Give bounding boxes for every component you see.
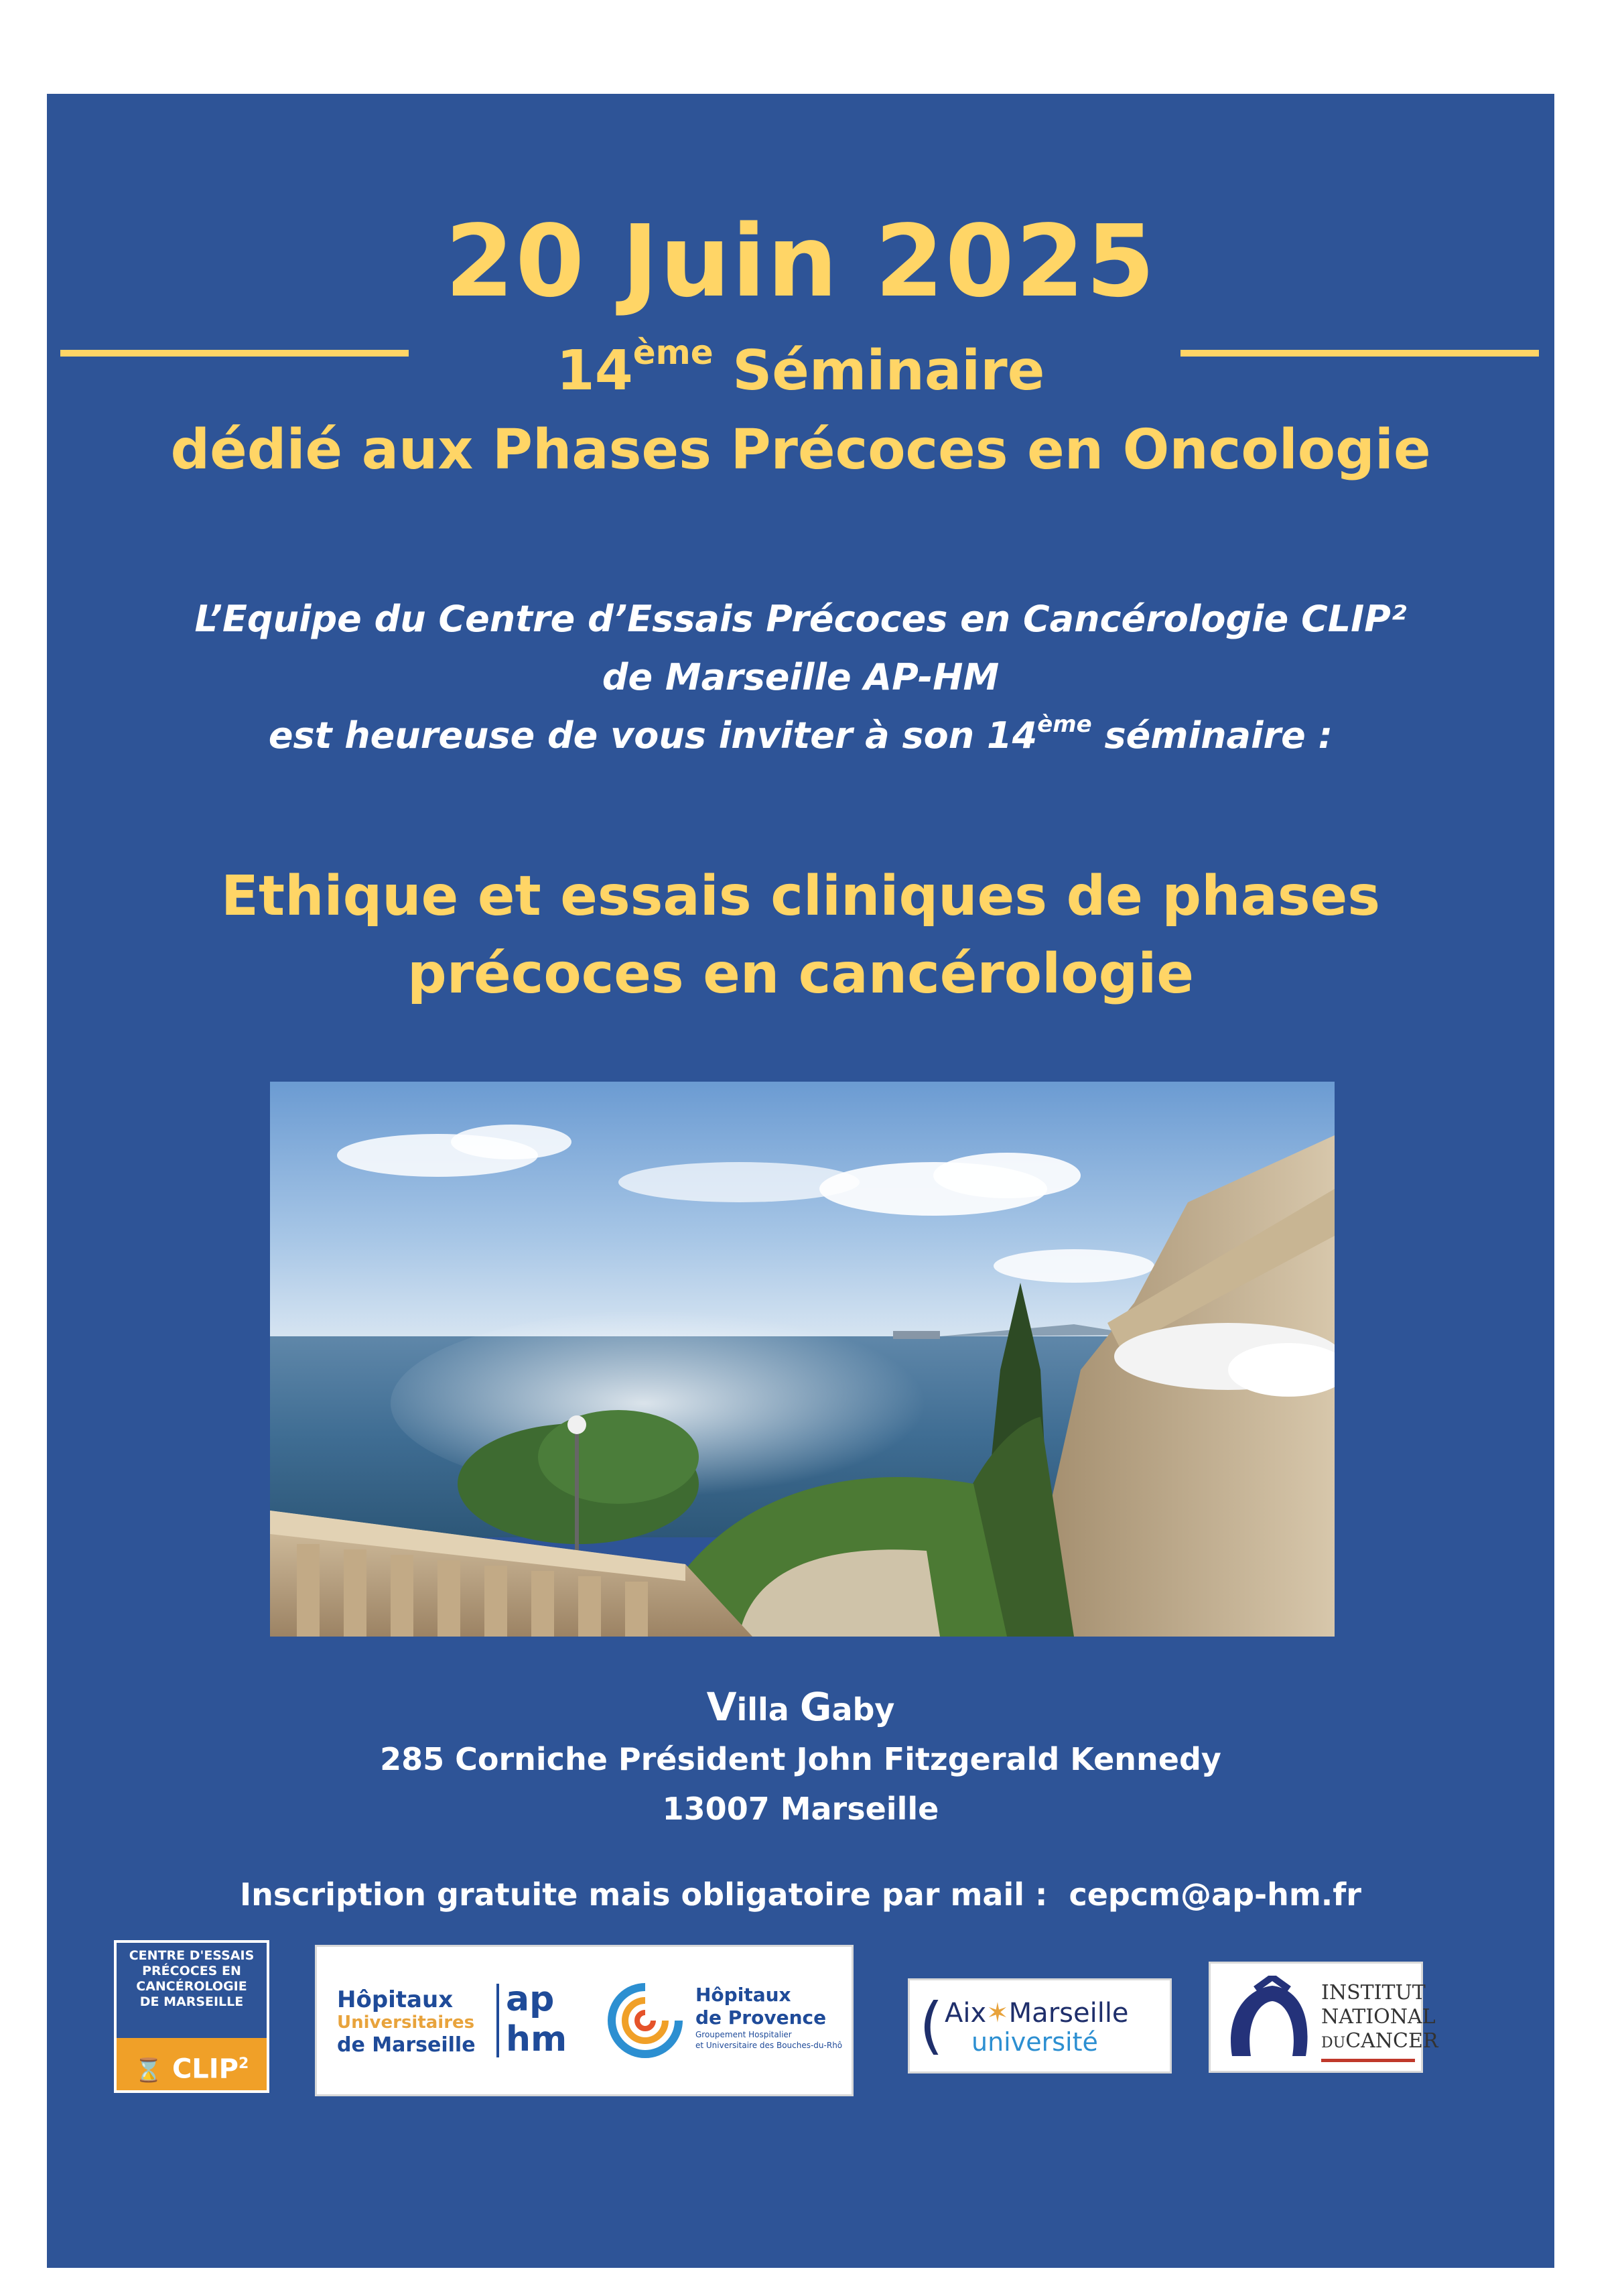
seminar-number: 14 — [556, 339, 633, 403]
registration-email[interactable]: cepcm@ap-hm.fr — [1069, 1876, 1361, 1913]
amu-logo-text: Aix✶Marseille université — [945, 1998, 1129, 2057]
aphm-mark: ap hm — [506, 1979, 567, 2059]
venue-name: Villa Gaby — [706, 1684, 895, 1730]
seminar-topic — [47, 858, 1554, 1013]
invitation-text — [47, 590, 1554, 765]
event-date: 20 Juin 2025 — [445, 204, 1156, 319]
seminar-title-line1 — [47, 332, 1554, 411]
topic-line2: précoces en cancérologie — [407, 942, 1194, 1006]
aix-marseille-universite-logo: ( Aix✶Marseille université — [908, 1978, 1172, 2074]
registration-text: Inscription gratuite mais obligatoire par mail : — [240, 1876, 1048, 1913]
photo-illustration — [270, 1082, 1335, 1637]
seminar-word: Séminaire — [732, 339, 1045, 403]
invitation-line3: est heureuse de vous inviter à son 14ème séminaire : — [268, 711, 1333, 757]
aphm-logo-text: Hôpitaux Universitaires de Marseille — [337, 1986, 476, 2057]
seminar-title-line2: dédié aux Phases Précoces en Oncologie — [170, 418, 1431, 482]
inca-logo-text: INSTITUT NATIONAL DUCANCER — [1321, 1981, 1438, 2053]
clip-logo — [114, 1940, 269, 2093]
clip-logo-text: CENTRE D'ESSAIS PRÉCOCES EN CANCÉROLOGIE DE MARSEILLE — [129, 1948, 255, 2009]
venue-city: 13007 Marseille — [662, 1791, 939, 1827]
star-icon: ✶ — [986, 1998, 1009, 2029]
provence-logo-text: Hôpitaux de Provence Groupement Hospitalier et Universitaire des Bouches-du-Rhô — [695, 1984, 843, 2050]
dna-icon: ⌛ — [134, 2057, 163, 2084]
inca-emblem-icon — [1219, 1976, 1319, 2063]
provence-swirl-icon — [605, 1980, 685, 2061]
poster-panel — [47, 94, 1554, 2268]
clip-badge: ⌛ CLIP$^2$ — [117, 2038, 267, 2090]
seminar-ordinal: ème — [632, 333, 714, 372]
institut-national-du-cancer-logo — [1209, 1962, 1438, 2073]
registration-line — [47, 1870, 1554, 1919]
seaside-terrace-photo — [270, 1082, 1335, 1637]
topic-line1: Ethique et essais cliniques de phases — [220, 865, 1381, 928]
venue-block — [47, 1682, 1554, 1834]
venue-address: 285 Corniche Président John Fitzgerald Kennedy — [380, 1741, 1221, 1777]
aphm-provence-logo — [315, 1945, 854, 2096]
invitation-line1: L’Equipe du Centre d’Essais Précoces en Cancérologie CLIP² — [194, 598, 1407, 640]
date-header — [47, 194, 1554, 328]
seminar-title — [47, 332, 1554, 490]
invitation-line2: de Marseille AP-HM — [602, 656, 1000, 698]
